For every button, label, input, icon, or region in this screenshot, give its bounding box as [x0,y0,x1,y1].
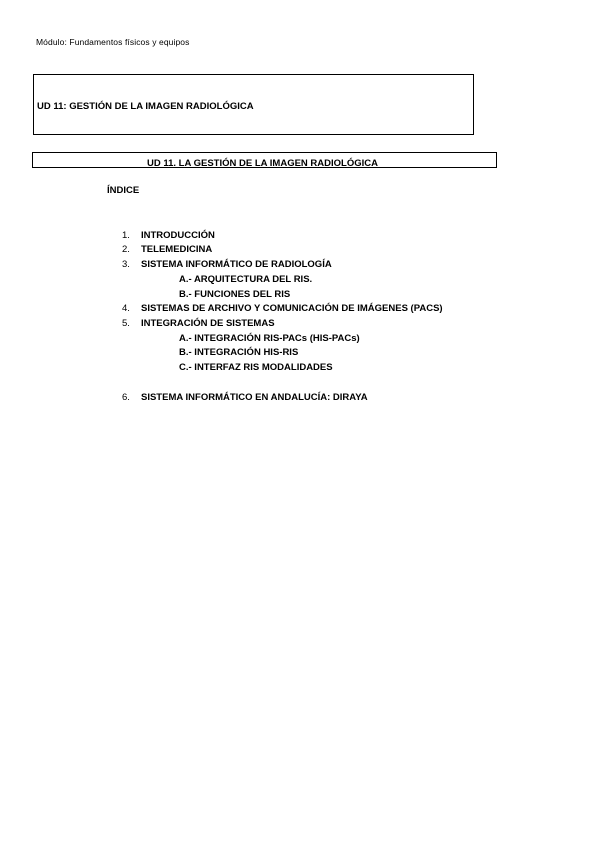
toc-subitem-integracion-ris-pacs: A.- INTEGRACIÓN RIS-PACs (HIS-PACs) [179,333,360,344]
toc-subitem-arquitectura-ris: A.- ARQUITECTURA DEL RIS. [179,274,313,285]
toc-item-number: 2. [122,244,130,255]
index-heading: ÍNDICE [107,185,140,196]
toc-item-introduccion: INTRODUCCIÓN [141,230,215,241]
toc-item-number: 4. [122,303,130,314]
toc-item-number: 1. [122,230,130,241]
unit-title-box [33,74,474,135]
unit-title: UD 11: GESTIÓN DE LA IMAGEN RADIOLÓGICA [37,101,254,112]
toc-item-sistema-informatico-radiologia: SISTEMA INFORMÁTICO DE RADIOLOGÍA [141,259,332,270]
toc-item-number: 6. [122,392,130,403]
toc-item-diraya: SISTEMA INFORMÁTICO EN ANDALUCÍA: DIRAYA [141,392,368,403]
unit-subtitle-box [32,152,497,168]
unit-subtitle: UD 11. LA GESTIÓN DE LA IMAGEN RADIOLÓGICA [146,158,378,169]
toc-subitem-interfaz-ris-modalidades: C.- INTERFAZ RIS MODALIDADES [179,362,333,373]
toc-item-integracion-sistemas: INTEGRACIÓN DE SISTEMAS [141,318,275,329]
toc-item-number: 5. [122,318,130,329]
toc-subitem-funciones-ris: B.- FUNCIONES DEL RIS [179,289,291,300]
toc-item-number: 3. [122,259,130,270]
toc-item-pacs: SISTEMAS DE ARCHIVO Y COMUNICACIÓN DE IMÁGENES (PACS) [141,303,443,314]
module-header: Módulo: Fundamentos físicos y equipos [36,37,190,47]
toc-subitem-integracion-his-ris: B.- INTEGRACIÓN HIS-RIS [179,347,299,358]
toc-item-telemedicina: TELEMEDICINA [141,244,213,255]
